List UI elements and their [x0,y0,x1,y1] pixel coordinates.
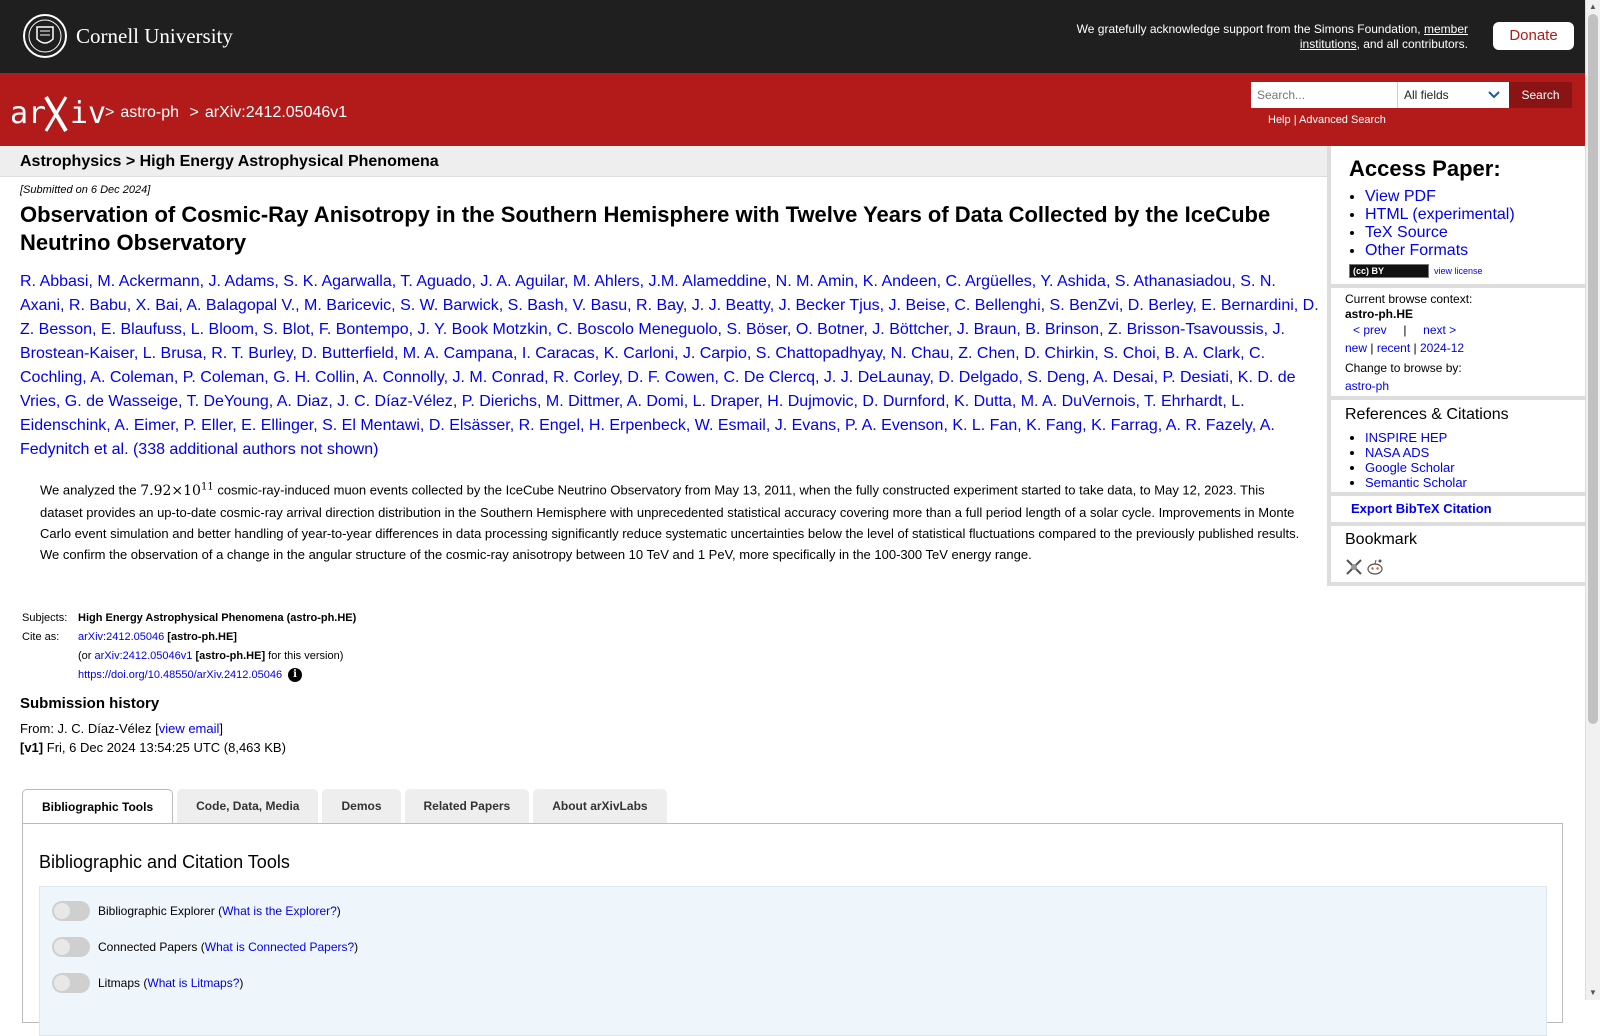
tools-box [39,886,1547,1036]
references-title: References & Citations [1345,406,1509,423]
cite-link[interactable]: arXiv:2412.05046 [78,630,165,643]
panel-title: Bibliographic and Citation Tools [39,852,290,872]
author-link[interactable]: A. Coleman [90,369,174,386]
subjects-value: High Energy Astrophysical Phenomena (astro-ph.HE) [78,611,357,624]
acknowledgement: We gratefully acknowledge support from the Simons Foundation, member institutions, and all contributors. [1076,22,1468,51]
author-link[interactable]: R. T. Burley [211,345,293,362]
bibsonomy-icon[interactable] [1345,558,1363,576]
next-link[interactable]: next > [1423,323,1457,337]
author-link[interactable]: D. Butterfield [301,345,394,362]
cornell-logo[interactable] [22,13,233,59]
author-link[interactable]: P. Eller [183,417,233,434]
author-link[interactable]: D. Chirkin [1024,345,1095,362]
references-box [1331,400,1589,496]
month-link[interactable]: 2024-12 [1420,341,1465,355]
access-paper-title: Access Paper: [1349,156,1501,181]
bookmark-box [1331,526,1589,586]
author-link[interactable]: K. D. de Vries [20,369,1296,410]
breadcrumb-category[interactable]: astro-ph [120,104,180,121]
view-email-link[interactable]: view email [158,721,220,736]
donate-button[interactable]: Donate [1493,22,1574,50]
view-pdf-link[interactable]: View PDF [1365,188,1436,205]
reddit-icon[interactable] [1366,558,1384,576]
author-link[interactable]: A. Connolly [363,369,444,386]
author-link[interactable]: G. de Wasseige [64,393,178,410]
explorer-toggle[interactable] [52,901,90,921]
author-link[interactable]: A. Balagopal V. [186,297,296,314]
help-link[interactable]: Help [1268,114,1291,126]
author-link[interactable]: M. A. DuVernois [1020,393,1136,410]
author-link[interactable]: S. Bash [507,297,564,314]
explorer-help-link[interactable]: What is the Explorer? [222,904,337,918]
author-link[interactable]: D. Durnford [862,393,946,410]
prev-link[interactable]: < prev [1353,323,1387,337]
university-name: Cornell University [76,23,233,48]
author-link[interactable]: H. Erpenbeck [588,417,686,434]
version-link[interactable]: arXiv:2412.05046v1 [94,649,193,662]
author-link[interactable]: K. Farrag [1091,417,1158,434]
bookmark-title: Bookmark [1345,531,1418,548]
author-link[interactable]: S. Chattopadhyay [755,345,882,362]
institution-bar [0,0,1585,73]
inspire-hep-link[interactable]: INSPIRE HEP [1365,430,1448,445]
author-link[interactable]: M. A. Campana [402,345,513,362]
category-header [0,146,1327,177]
author-link[interactable]: P. A. Evenson [844,417,944,434]
author-link[interactable]: B. Brinson [1025,321,1100,338]
author-link[interactable]: E. Bernardini [1201,297,1294,314]
author-link[interactable]: A. Desai [1093,369,1154,386]
litmaps-toggle[interactable] [52,973,90,993]
author-link[interactable]: M. Baricevic [304,297,392,314]
breadcrumb: > astro-ph > arXiv:2412.05046v1 [105,104,348,121]
author-link[interactable]: Z. Brisson-Tsavoussis [1107,321,1264,338]
author-link[interactable]: S. Athanasiadou [1114,273,1232,290]
author-link[interactable]: S. Deng [1027,369,1086,386]
author-link[interactable]: D. Delgado [938,369,1019,386]
author-link[interactable]: J. Becker Tjus [778,297,880,314]
cc-by-badge[interactable]: (cc) BY [1349,264,1429,278]
author-link[interactable]: J. Carpio [682,345,747,362]
author-link[interactable]: P. Desiati [1162,369,1229,386]
author-link[interactable]: S. Choi [1103,345,1156,362]
author-link[interactable]: S. BenZvi [1049,297,1119,314]
author-link[interactable]: Z. Chen [958,345,1016,362]
tex-source-link[interactable]: TeX Source [1365,224,1448,241]
author-link[interactable]: E. Blaufuss [100,321,182,338]
connected-papers-toggle[interactable] [52,937,90,957]
tab-bibliographic-tools[interactable]: Bibliographic Tools [22,789,173,824]
metadata-table [22,608,356,684]
view-license-link[interactable]: view license [1434,266,1483,276]
page-scrollbar[interactable] [1585,0,1600,1000]
submission-history: From: J. C. Díaz-Vélez [view email] [v1] Fri, 6 Dec 2024 13:54:25 UTC (8,463 KB) [20,721,286,755]
author-link[interactable]: A. Eimer [114,417,175,434]
author-list: R. Abbasi, M. Ackermann, J. Adams, S. K. Agarwalla, T. Aguado, J. A. Aguilar, M. Ahlers, J.M. Alameddine, N. M. Amin, K. Andeen, C. Argüelles, Y. Ashida, S. Athanasiadou, S. N. Axani, R. Babu, X. Bai, A. Balagopal V., M. Baricevic, S. W. Barwick, S. Bash, V. Basu, R. Bay, J. J. Beatty, J. Becker Tjus, J. Beise, C. Bellenghi, S. BenZvi, D. Berley, E. Bernardini, D. Z. Besson, E. Blaufuss, L. Bloom, S. Blot, F. Bontempo, J. Y. Book Motzkin, C. Boscolo Meneguolo, S. Böser, O. Botner, J. Böttcher, J. Braun, B. Brinson, Z. Brisson-Tsavoussis, J. Brostean-Kaiser, L. Brusa, R. T. Burley, D. Butterfield, M. A. Campana, I. Caracas, K. Carloni, J. Carpio, S. Chattopadhyay, N. Chau, Z. Chen, D. Chirkin, S. Choi, B. A. Clark, C. Cochling, A. Coleman, P. Coleman, G. H. Collin, A. Connolly, J. M. Conrad, R. Corley, D. F. Cowen, C. De Clercq, J. J. DeLaunay, D. Delgado, S. Deng, A. Desai, P. Desiati, K. D. de Vries, G. de Wasseige, T. DeYoung, A. Diaz, J. C. Díaz-Vélez, P. Dierichs, M. Dittmer, A. Domi, L. Draper, H. Dujmovic, D. Durnford, K. Dutta, M. A. DuVernois, T. Ehrhardt, L. Eidenschink, A. Eimer, P. Eller, E. Ellinger, S. El Mentawi, D. Elsässer, R. Engel, H. Erpenbeck, W. Esmail, J. Evans, P. A. Evenson, K. L. Fan, K. Fang, K. Farrag, A. R. Fazely, A. Fedynitch et al. (338 additional authors not shown) [20,273,1319,458]
scroll-down-icon[interactable]: ▼ [1589,988,1597,997]
author-link[interactable]: F. Bontempo [318,321,409,338]
author-link[interactable]: O. Botner [795,321,864,338]
author-link[interactable]: S. Böser [726,321,787,338]
author-link[interactable]: C. Bellenghi [954,297,1041,314]
tool-row-connected-papers: Connected Papers ( What is Connected Papers? ) [52,937,358,957]
tool-row-explorer: Bibliographic Explorer ( What is the Explorer? ) [52,901,341,921]
search-input[interactable]: Search... [1251,82,1397,108]
author-link[interactable]: S. El Mentawi [322,417,420,434]
author-link[interactable]: M. Ackermann [97,273,200,290]
author-link[interactable]: J. Beise [888,297,946,314]
tab-related-papers[interactable]: Related Papers [405,789,530,823]
author-link[interactable]: J. Braun [956,321,1017,338]
connected-papers-help-link[interactable]: What is Connected Papers? [204,940,355,954]
scroll-up-icon[interactable]: ▲ [1589,2,1597,11]
member-institutions-link[interactable]: member institutions [1299,22,1468,51]
nasa-ads-link[interactable]: NASA ADS [1365,445,1430,460]
abstract-math: $7.92\times 10^{11}$ [140,481,214,499]
help-links: Help | Advanced Search [1268,114,1386,126]
author-link[interactable]: A. Diaz [276,393,329,410]
sidebar [1327,146,1585,586]
author-link[interactable]: L. Bloom [190,321,254,338]
author-link[interactable]: S. Blot [262,321,310,338]
author-link[interactable]: L. Draper [692,393,759,410]
author-link[interactable]: J. Böttcher [872,321,948,338]
labs-tabs [22,789,671,824]
author-link[interactable]: S. K. Agarwalla [283,273,392,290]
browse-context-value: astro-ph.HE [1345,307,1414,321]
author-link[interactable]: R. Abbasi [20,273,89,290]
author-link[interactable]: S. N. Axani [20,273,1276,314]
author-link[interactable]: P. Coleman [182,369,265,386]
version-row: (or arXiv:2412.05046v1 [astro-ph.HE] for this version) [78,649,344,662]
author-link[interactable]: J. C. Díaz-Vélez [337,393,453,410]
other-formats-link[interactable]: Other Formats [1365,242,1469,259]
category-title: Astrophysics > High Energy Astrophysical Phenomena [20,153,439,170]
chevron-down-icon [1487,87,1501,101]
author-link[interactable]: C. Argüelles [945,273,1032,290]
arxiv-logo[interactable] [10,93,107,133]
svg-text:ar: ar [10,96,47,131]
author-link[interactable]: V. Basu [572,297,628,314]
references-list [1365,430,1467,490]
tab-about-arxivlabs[interactable]: About arXivLabs [533,789,666,823]
scroll-thumb[interactable] [1588,14,1598,724]
author-link[interactable]: B. A. Clark [1164,345,1241,362]
author-link[interactable]: D. Z. Besson [20,297,1319,338]
author-link[interactable]: J.M. Alameddine [648,273,767,290]
author-link[interactable]: R. Corley [553,369,619,386]
author-link[interactable]: K. Andeen [862,273,937,290]
author-link[interactable]: R. Babu [68,297,127,314]
new-link[interactable]: new [1345,341,1368,355]
author-link[interactable]: M. Dittmer [545,393,619,410]
author-link[interactable]: J. Evans [774,417,837,434]
author-link[interactable]: H. Dujmovic [767,393,854,410]
author-link[interactable]: L. Eidenschink [20,393,1245,434]
author-link[interactable]: E. Ellinger [241,417,314,434]
author-link[interactable]: J. Brostean-Kaiser [20,321,1285,362]
license [1349,264,1483,278]
cite-row: Cite as: arXiv:2412.05046 [astro-ph.HE] [22,630,237,643]
breadcrumb-paper[interactable]: arXiv:2412.05046v1 [204,104,348,121]
access-paper-box [1331,146,1589,288]
tool-row-litmaps: Litmaps ( What is Litmaps? ) [52,973,243,993]
author-link[interactable]: A. Domi [626,393,684,410]
author-link[interactable]: N. Chau [890,345,950,362]
doi-link[interactable]: https://doi.org/10.48550/arXiv.2412.05046 [78,668,283,681]
abstract: We analyzed the $7.92\times 10^{11}$ cosmic-ray-induced muon events collected by the IceCube Neutrino Observatory from May 13, 2011, when the fully constructed experiment started to take data, to May 12, 2023. This dataset provides an up-to-date cosmic-ray arrival direction distribution in the Southern Hemisphere with unprecedented statistical accuracy covering more than a full period length of a solar cycle. Improvements in Monte Carlo event simulation and better handling of year-to-year differences in data processing significantly reduce systematic uncertainties below the level of statistical fluctuations compared to the previously published results. We confirm the observation of a change in the angular structure of the cosmic-ray anisotropy between 10 TeV and 1 PeV, more specifically in the 100-300 TeV energy range. [40,481,1300,562]
submission-date: [Submitted on 6 Dec 2024] [20,184,151,196]
advanced-search-link[interactable]: Advanced Search [1299,114,1386,126]
author-link[interactable]: W. Esmail [694,417,766,434]
author-link[interactable]: D. Elsässer [428,417,510,434]
author-link[interactable]: R. Bay [636,297,683,314]
tab-demos[interactable]: Demos [322,789,400,823]
author-link[interactable]: T. Aguado [400,273,472,290]
semantic-scholar-link[interactable]: Semantic Scholar [1365,475,1467,490]
cornell-seal-icon [22,13,68,59]
author-link[interactable]: R. Engel [518,417,580,434]
author-link[interactable]: K. L. Fan [952,417,1018,434]
author-link[interactable]: C. De Clercq [723,369,816,386]
author-link[interactable]: C. Boscolo Meneguolo [556,321,718,338]
author-link[interactable]: T. Ehrhardt [1144,393,1223,410]
submission-history-title: Submission history [20,695,160,712]
author-link[interactable]: G. H. Collin [273,369,355,386]
author-link[interactable]: D. F. Cowen [627,369,715,386]
browse-context-box: Current browse context: astro-ph.HE < prev | next > new | recent | 2024-12 Change to browse by: astro-ph [1331,288,1589,400]
author-link[interactable]: N. M. Amin [775,273,854,290]
author-link[interactable]: D. Berley [1127,297,1193,314]
author-link[interactable]: A. R. Fazely [1165,417,1252,434]
author-link[interactable]: J. J. DeLaunay [823,369,930,386]
author-link[interactable]: L. Brusa [142,345,203,362]
tab-code-data-media[interactable]: Code, Data, Media [177,789,318,823]
author-link[interactable]: K. Carloni [603,345,674,362]
export-box [1331,496,1589,526]
recent-link[interactable]: recent [1376,341,1411,355]
google-scholar-link[interactable]: Google Scholar [1365,460,1455,475]
search-field-select[interactable]: All fields [1397,82,1509,108]
author-link[interactable]: M. Ahlers [572,273,640,290]
author-link[interactable]: S. W. Barwick [400,297,499,314]
author-link[interactable]: J. Y. Book Motzkin [417,321,548,338]
author-link[interactable]: P. Dierichs [461,393,537,410]
html-link[interactable]: HTML (experimental) [1365,206,1515,223]
author-link[interactable]: T. DeYoung [186,393,269,410]
author-link[interactable]: J. J. Beatty [691,297,770,314]
more-authors-link[interactable]: et al. (338 additional authors not shown) [93,441,379,458]
author-link[interactable]: K. Fang [1026,417,1083,434]
browse-astro-ph-link[interactable]: astro-ph [1345,379,1390,393]
tab-panel [22,823,1563,1023]
arxiv-header [0,73,1585,146]
doi-row [22,665,356,684]
author-link[interactable]: K. Dutta [954,393,1012,410]
export-bibtex-link[interactable]: Export BibTeX Citation [1351,501,1492,516]
access-links [1365,188,1515,260]
litmaps-help-link[interactable]: What is Litmaps? [147,976,240,990]
subjects-row: Subjects: High Energy Astrophysical Phenomena (astro-ph.HE) [22,611,357,624]
search-button[interactable]: Search [1509,82,1572,108]
paper-title: Observation of Cosmic-Ray Anisotropy in the Southern Hemisphere with Twelve Years of Data Collected by the IceCube Neutrino Observatory [20,202,1271,255]
author-link[interactable]: X. Bai [135,297,179,314]
author-link[interactable]: A. Fedynitch [20,417,1275,458]
svg-text:iv: iv [70,96,107,131]
author-link[interactable]: J. A. Aguilar [480,273,565,290]
author-link[interactable]: Y. Ashida [1040,273,1106,290]
info-icon[interactable]: i [288,668,302,682]
author-link[interactable]: J. Adams [208,273,275,290]
author-link[interactable]: I. Caracas [521,345,595,362]
author-link[interactable]: J. M. Conrad [452,369,545,386]
author-link[interactable]: C. Cochling [20,345,1266,386]
